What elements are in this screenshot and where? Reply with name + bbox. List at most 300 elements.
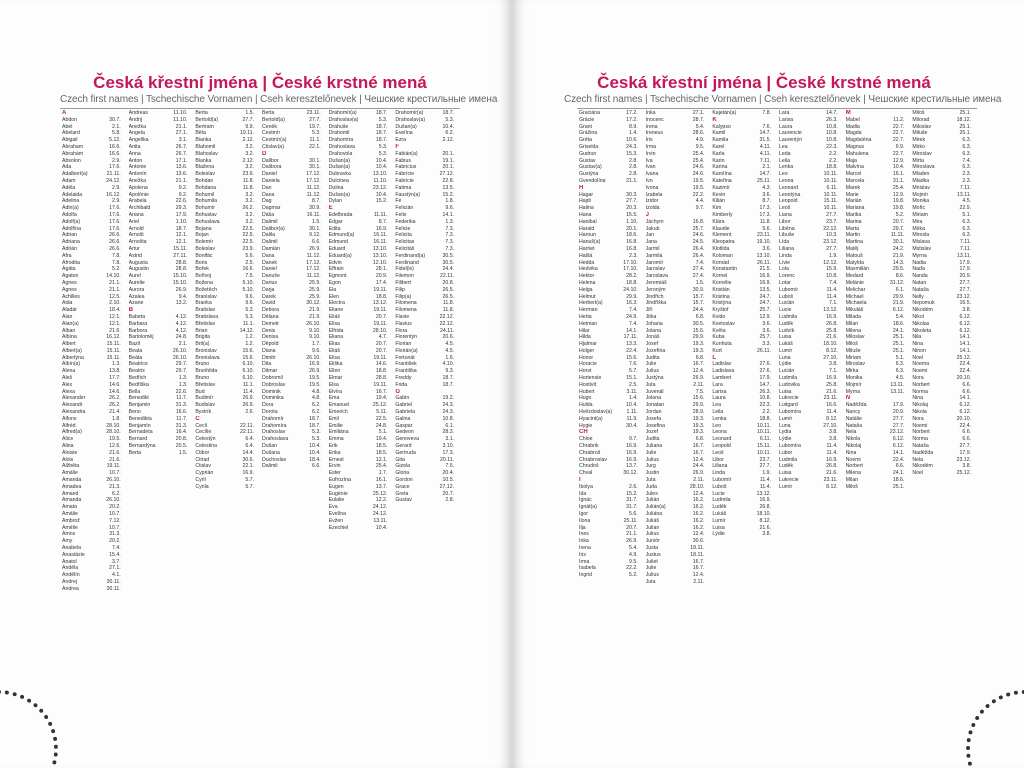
name-text: Bruno [195, 375, 210, 382]
name-text: Lucie [712, 490, 725, 497]
name-text: Ibolya [579, 483, 593, 490]
name-row [646, 531, 709, 538]
name-date: 25.8. [826, 381, 838, 388]
name-text: Nela [845, 429, 857, 436]
name-date: 4.9. [695, 137, 705, 144]
name-row [62, 416, 125, 423]
name-row [779, 205, 842, 212]
name-date: 7.4. [629, 320, 638, 327]
name-row [395, 198, 458, 205]
name-row [779, 130, 842, 137]
name-text: I [579, 477, 581, 484]
name-row [262, 117, 325, 124]
name-row [912, 348, 975, 355]
name-text: Myrna [912, 252, 927, 259]
name-date: 26.9. [626, 538, 638, 545]
name-text: Nikol [912, 313, 924, 320]
name-date: 10.8. [759, 395, 772, 402]
name-text: Mirko [912, 143, 926, 150]
name-text: Mnislav [912, 184, 930, 191]
name-text: Lída [779, 239, 790, 246]
name-date: 22.8. [442, 177, 455, 184]
name-date: 13.10. [372, 252, 388, 259]
name-row [579, 361, 642, 368]
name-date: 8.6. [895, 273, 905, 280]
name-date: 6.3. [962, 218, 972, 225]
name-row [712, 484, 775, 491]
name-date: 7.8. [112, 259, 121, 266]
name-text: Juta [645, 381, 656, 388]
name-text: Lumír [779, 415, 793, 422]
name-text: Anabela [62, 545, 82, 551]
name-row [912, 470, 975, 477]
name-text: Azalea [128, 293, 145, 300]
name-text: Cyril [195, 477, 206, 484]
name-text: Ida [579, 490, 587, 497]
name-row [62, 450, 125, 457]
name-text: Milena [845, 470, 861, 477]
name-text: Jonatan [645, 402, 665, 409]
name-date: 17.2. [626, 110, 638, 116]
name-row [646, 198, 709, 205]
name-row [579, 294, 642, 301]
name-date: 14.3. [892, 259, 905, 266]
name-date: 28.8. [175, 266, 188, 273]
name-row [195, 198, 258, 205]
name-text: Mojmír [845, 381, 862, 388]
name-row [329, 137, 392, 144]
name-date: 4.7. [378, 334, 388, 341]
name-text: Alena [62, 368, 76, 375]
name-text: Anděla [62, 565, 79, 572]
name-row [579, 395, 642, 402]
name-text: Justýna [645, 375, 664, 382]
name-date: 22.9. [959, 205, 972, 212]
name-text: Aladár [62, 307, 77, 314]
name-row [262, 409, 325, 416]
name-text: Milan [845, 320, 859, 327]
name-text: Čestmír [262, 130, 281, 137]
name-text: Herbert(a) [579, 300, 603, 307]
name-date: 9.5. [629, 558, 638, 565]
name-text: Miluše [845, 347, 861, 354]
name-date: 6.6. [962, 429, 972, 436]
name-row [846, 212, 909, 219]
name-date: 17.12. [306, 266, 321, 273]
name-text: Edita [328, 225, 341, 232]
name-text: Norma [912, 436, 928, 443]
name-text: Dan [262, 184, 272, 191]
name-date: 3.6. [762, 245, 772, 252]
name-text: Hanuš(a) [579, 239, 601, 246]
name-date: 20.10. [956, 375, 972, 382]
name-row [129, 348, 192, 355]
name-row [579, 348, 642, 355]
name-row [329, 144, 392, 151]
name-date: 5.3. [245, 313, 255, 320]
name-date: 30.6. [242, 456, 255, 463]
name-text: Lubomíra [779, 443, 801, 450]
name-date: 2.2. [762, 409, 772, 416]
name-date: 31.12. [889, 279, 905, 286]
name-date: 15.11. [106, 354, 121, 361]
name-text: Dušan [262, 443, 278, 450]
name-row [195, 457, 258, 464]
name-date: 28.10. [106, 429, 121, 436]
name-text: Leona [779, 177, 794, 184]
name-row [579, 212, 642, 219]
name-text: Filibert [395, 279, 411, 286]
name-date: 11.12. [306, 191, 321, 198]
name-text: Filomena [395, 307, 417, 314]
name-row [195, 151, 258, 158]
name-text: Bartoloměj [128, 334, 154, 341]
name-row [129, 450, 192, 457]
name-date: 28.9. [692, 409, 705, 416]
name-date: 22.5. [242, 232, 255, 239]
name-text: Bohuslav [195, 211, 217, 218]
name-date: 13.11. [956, 252, 972, 259]
name-date: 16.3. [626, 300, 638, 307]
name-date: 17.9. [959, 449, 972, 456]
name-text: Brian [195, 327, 208, 334]
name-row [646, 300, 709, 307]
name-row [329, 457, 392, 464]
name-date: 19.11. [373, 320, 388, 327]
name-row [62, 287, 125, 294]
name-text: Josefina [645, 422, 665, 429]
name-date: 17.6. [109, 164, 121, 171]
name-row [779, 341, 842, 348]
name-row [712, 409, 775, 416]
name-date: 27.12. [439, 483, 455, 490]
name-text: Ada [62, 164, 72, 171]
name-date: 5.3. [445, 116, 455, 123]
name-row [912, 260, 975, 267]
name-row [912, 287, 975, 294]
name-text: Dobromil [262, 375, 283, 382]
name-row [195, 178, 258, 185]
name-text: Lýdie [712, 531, 725, 538]
name-date: 10.6. [626, 137, 638, 144]
name-text: Miroslava [912, 164, 935, 171]
letter-heading [646, 212, 709, 219]
name-row [646, 538, 709, 545]
name-date: 28.1. [375, 266, 388, 273]
page-subtitle: Czech first names | Tschechische Vornamen | Cseh keresztelőnevek | Чешские крестильные имена [60, 94, 498, 105]
name-date: 30.6. [692, 538, 705, 545]
name-text: Iva [645, 157, 653, 164]
name-date: 1.3. [178, 375, 188, 382]
name-text: Mořic [912, 205, 926, 212]
name-text: Dušan(a) [328, 191, 351, 198]
name-text: Agnes [62, 279, 77, 286]
name-date: 18.7. [375, 110, 388, 116]
name-row [779, 287, 842, 294]
name-row [646, 382, 709, 389]
name-date [187, 307, 191, 314]
name-date: 5.4. [695, 123, 705, 130]
name-text: Drahomil [328, 130, 350, 137]
name-text: Alexander [62, 395, 86, 402]
name-date: 21.6. [109, 327, 121, 334]
name-row [62, 130, 125, 137]
name-date: 18.7. [375, 130, 388, 137]
name-date: 5.7. [245, 483, 255, 490]
name-row [395, 361, 458, 368]
name-row [195, 341, 258, 348]
name-text: Danek [262, 259, 278, 266]
name-date: 1.10. [626, 218, 638, 225]
name-row [195, 328, 258, 335]
name-date: 12.9. [892, 157, 905, 164]
name-row [712, 266, 775, 273]
name-date: 20.7. [626, 524, 638, 531]
name-date: 1.4. [629, 130, 638, 137]
name-date: 22.6. [175, 198, 188, 205]
name-text: Leonard [712, 436, 732, 443]
name-row [912, 395, 975, 402]
name-row [129, 436, 192, 443]
name-row [646, 226, 709, 233]
name-date: 10.7. [109, 511, 121, 518]
name-row [62, 205, 125, 212]
name-text: Amálie [62, 511, 78, 518]
name-row [195, 117, 258, 124]
name-row [329, 164, 392, 171]
name-date: 26.4. [692, 252, 705, 259]
name-text: Amálie [62, 470, 78, 477]
name-row [395, 368, 458, 375]
name-date: 25.1. [959, 123, 972, 130]
name-text: Lumír [779, 347, 793, 354]
name-date: 12.10. [372, 259, 388, 266]
name-date: 6.11. [826, 184, 838, 191]
name-row [912, 185, 975, 192]
name-row [712, 185, 775, 192]
name-row [62, 429, 125, 436]
name-date: 14.7. [759, 171, 772, 178]
name-date: 3.2. [245, 218, 255, 225]
name-text: Fabius [395, 157, 411, 164]
name-text: Hygie [579, 422, 593, 429]
name-text: Kristýna [712, 300, 732, 307]
name-row [779, 307, 842, 314]
name-row [779, 273, 842, 280]
name-row [579, 192, 642, 199]
name-date: 24.9. [626, 313, 638, 320]
name-date: 6.4. [245, 436, 255, 443]
name-row [262, 205, 325, 212]
name-row [329, 226, 392, 233]
names-column [644, 110, 711, 586]
name-row [579, 484, 642, 491]
name-date: 16.9. [759, 279, 772, 286]
name-date: 20.7. [375, 313, 388, 320]
name-date: 13.6. [175, 164, 188, 171]
name-text: Eufrozína [328, 477, 351, 484]
name-text: Albína [62, 334, 77, 341]
name-row [195, 239, 258, 246]
name-row [712, 470, 775, 477]
name-text: Jeroným [645, 286, 666, 293]
name-date: 30.3. [626, 191, 638, 198]
name-date: 6.12. [892, 307, 905, 314]
name-row [262, 328, 325, 335]
name-row [646, 572, 709, 579]
name-text: Grace [395, 483, 410, 490]
name-row [262, 382, 325, 389]
corner-decoration [0, 690, 58, 768]
name-row [579, 266, 642, 273]
name-row [129, 110, 192, 117]
name-date: 26.8. [759, 504, 772, 511]
name-row [195, 409, 258, 416]
letter-heading [712, 355, 775, 362]
name-text: Magnus [845, 143, 865, 150]
name-date: 16.9. [759, 273, 772, 280]
name-row [62, 463, 125, 470]
name-row [62, 117, 125, 124]
name-text: Hedda [579, 259, 595, 266]
name-date: 1.8. [112, 415, 121, 422]
name-text: Kryštof [712, 307, 729, 314]
name-text: Dagmar [262, 205, 281, 212]
name-date: 18.11. [690, 551, 705, 558]
name-date: 13.11. [956, 191, 972, 198]
name-text: Laura [779, 123, 793, 130]
name-row [712, 477, 775, 484]
name-row [912, 368, 975, 375]
name-text: Dimitr [262, 354, 276, 361]
name-row [262, 341, 325, 348]
name-row [912, 110, 975, 117]
name-text: Naděžda [845, 402, 867, 409]
name-text: Lara [779, 110, 790, 116]
name-date: 5.3. [312, 130, 321, 137]
name-date: 26.10. [172, 354, 188, 361]
name-row [779, 300, 842, 307]
name-row [846, 450, 909, 457]
name-date: 15.10. [172, 273, 188, 280]
name-row [779, 198, 842, 205]
name-text: Hjalmar [579, 341, 597, 348]
name-row [395, 212, 458, 219]
name-row [912, 158, 975, 165]
name-row [129, 409, 192, 416]
name-row [129, 314, 192, 321]
name-row [846, 375, 909, 382]
name-date: 11.11. [373, 211, 388, 218]
name-date: 16.9. [626, 443, 638, 450]
name-date: 22.3. [759, 402, 772, 409]
name-date: 1.3. [178, 381, 188, 388]
name-date: 5.3. [378, 116, 388, 123]
name-row [195, 300, 258, 307]
name-row [646, 463, 709, 470]
name-date: 21.9. [892, 252, 905, 259]
name-text: Irma [579, 558, 590, 565]
name-text: Dana [262, 191, 275, 198]
letter-heading [846, 110, 909, 117]
name-date: 9.6. [445, 205, 455, 212]
name-row [646, 477, 709, 484]
name-date: 16.2. [692, 517, 705, 524]
name-text: Federika [395, 218, 416, 225]
name-date: 18.6. [892, 320, 905, 327]
name-text: Dobroslav [262, 381, 286, 388]
letter-heading [579, 429, 642, 436]
name-row [195, 348, 258, 355]
name-text: Bella [128, 388, 141, 395]
name-row [846, 266, 909, 273]
name-date: 24.3. [442, 402, 455, 409]
name-text: Ludmila [779, 375, 798, 382]
name-text: Natan [912, 279, 927, 286]
name-date: 8.12. [759, 517, 772, 524]
name-row [329, 484, 392, 491]
name-row [646, 375, 709, 382]
name-text: Juvenál [645, 388, 664, 395]
name-date: 3.8. [962, 463, 972, 470]
name-row [579, 137, 642, 144]
name-row [395, 294, 458, 301]
name-row [646, 497, 709, 504]
name-text: Chval [579, 470, 593, 477]
name-date: 20.9. [959, 273, 972, 280]
name-date: 5.10. [242, 286, 255, 293]
name-text: Drahomír(a) [395, 110, 424, 116]
name-date: 4.5. [445, 347, 455, 354]
name-row [712, 497, 775, 504]
name-text: Kajetán(a) [712, 110, 737, 116]
name-date: 6.8. [695, 313, 705, 320]
name-text: Kuba [712, 334, 725, 341]
name-text: Lotar [779, 279, 791, 286]
name-text: Gabin [395, 395, 410, 402]
name-date: 20.7. [892, 218, 905, 225]
name-text: Františka [395, 368, 417, 375]
name-text: Nina [912, 341, 924, 348]
name-row [129, 124, 192, 131]
name-date: 21.9. [309, 307, 321, 314]
name-date: 16.11. [373, 232, 388, 239]
name-date: 10.8. [826, 123, 838, 130]
name-date: 5.3. [312, 436, 321, 443]
name-text: Ezra [395, 137, 407, 144]
name-text: Astrid [128, 252, 142, 259]
name-row [912, 409, 975, 416]
name-date: 26.7. [175, 143, 188, 150]
name-text: Fatima [395, 184, 412, 191]
name-text: Dáša [262, 211, 275, 218]
name-text: Linda [779, 252, 792, 259]
name-text: Anita [128, 143, 141, 150]
name-row [579, 328, 642, 335]
name-text: Berta [262, 110, 275, 116]
name-date: 6.3. [962, 164, 972, 171]
name-date: 12.5. [109, 293, 121, 300]
name-text: Fé [395, 198, 402, 205]
title-separator: | [262, 73, 268, 92]
name-date: 25.4. [692, 150, 705, 157]
name-text: Amos [62, 531, 76, 538]
name-row [779, 294, 842, 301]
name-date [638, 185, 642, 192]
name-text: Irma [645, 143, 657, 150]
name-date: 23.11. [823, 477, 838, 484]
name-text: Grážina [579, 130, 598, 137]
